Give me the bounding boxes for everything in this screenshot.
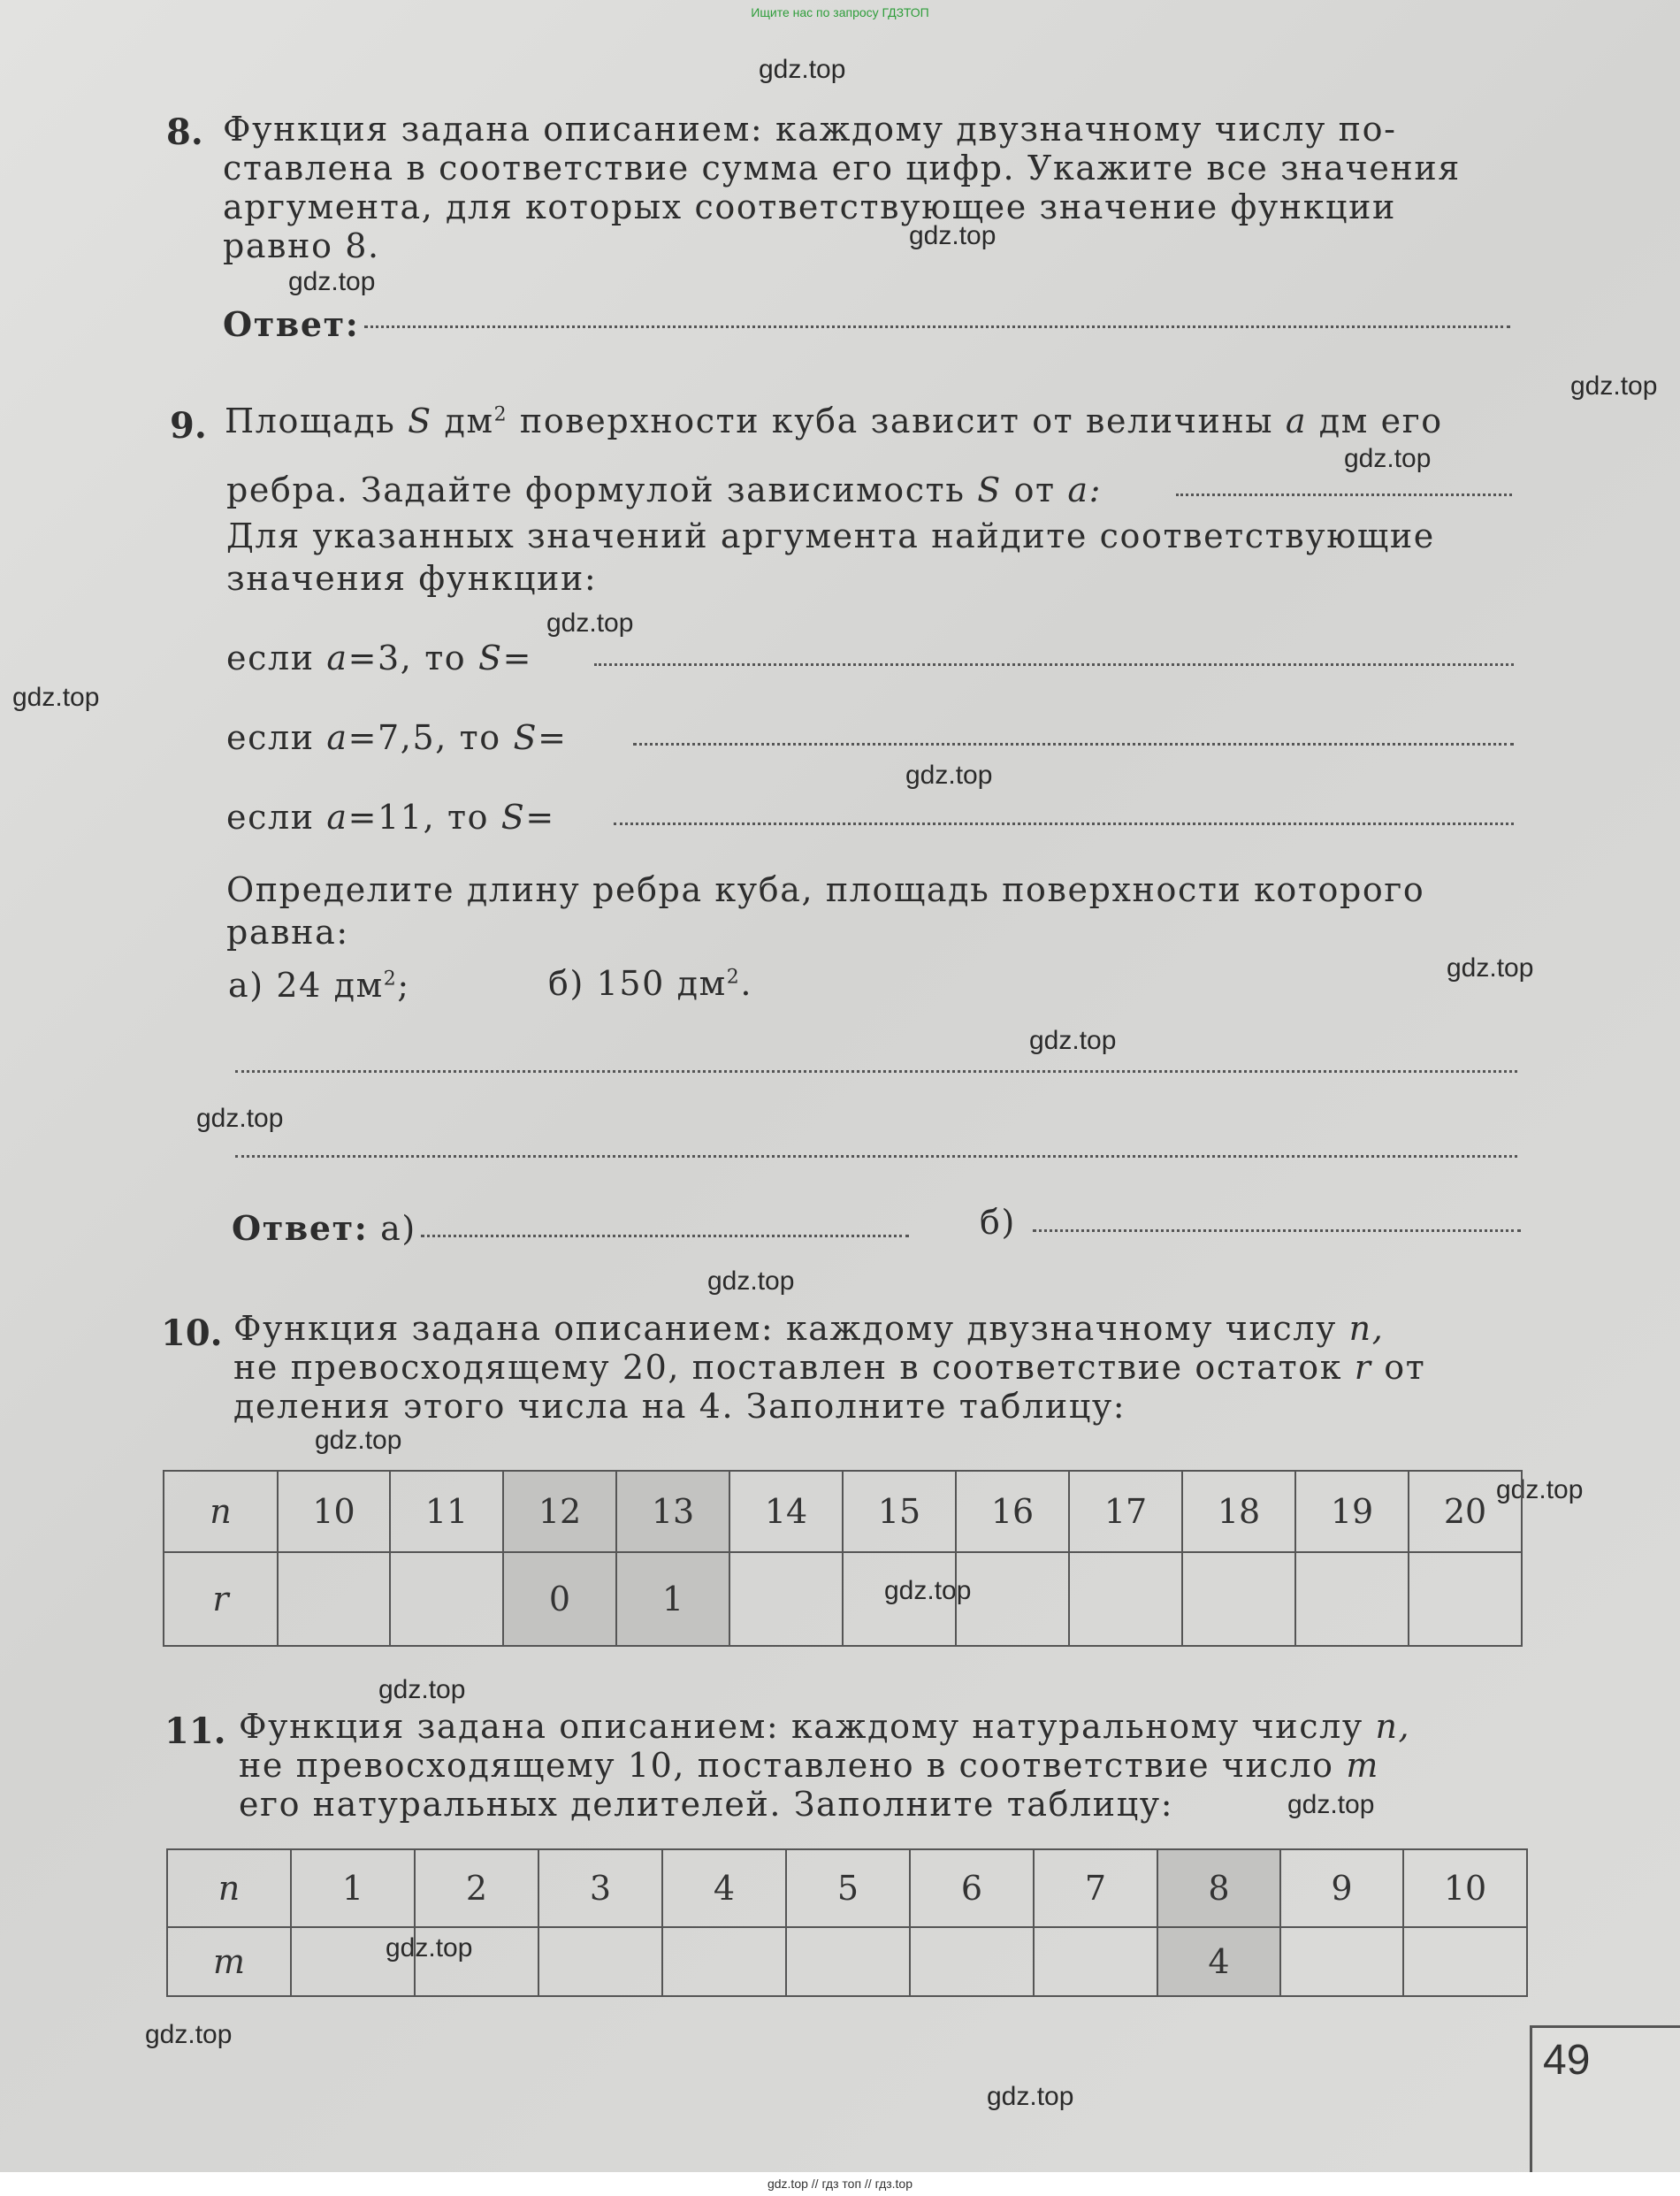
task8-answer-label: Ответ: xyxy=(223,304,360,344)
table-cell-m[interactable] xyxy=(910,1927,1034,1996)
table-cell-n: 20 xyxy=(1409,1471,1522,1552)
watermark: gdz.top xyxy=(288,267,376,296)
text-span: ребра. Задайте формулой зависимость xyxy=(226,471,966,509)
table-cell-n: 7 xyxy=(1034,1849,1157,1927)
table-cell-r[interactable] xyxy=(1295,1552,1409,1646)
watermark: gdz.top xyxy=(1447,953,1534,983)
watermark: gdz.top xyxy=(759,55,846,84)
table-row-label: m xyxy=(167,1927,291,1996)
watermark: gdz.top xyxy=(196,1104,284,1133)
task9-number: 9. xyxy=(170,405,207,447)
var-m: m xyxy=(1346,1746,1379,1785)
text-span: если xyxy=(226,639,315,677)
task9-line3: Для указанных значений аргумента найдите соответствующие xyxy=(226,516,1435,555)
watermark: gdz.top xyxy=(1570,371,1658,401)
text-span: то xyxy=(459,718,501,757)
table-cell-m[interactable] xyxy=(1280,1927,1403,1996)
task9-formula-field[interactable] xyxy=(1176,494,1512,496)
text-span: если xyxy=(226,798,315,837)
table-cell-r[interactable] xyxy=(729,1552,843,1646)
table-cell-r: 1 xyxy=(616,1552,729,1646)
task11-table xyxy=(166,1848,1528,1997)
var-a: a xyxy=(326,639,348,677)
task9-line6: равна: xyxy=(226,913,349,952)
table-cell-r[interactable] xyxy=(278,1552,390,1646)
task9-work-line[interactable] xyxy=(235,1070,1517,1073)
watermark: gdz.top xyxy=(884,1576,972,1605)
task9-case1-field[interactable] xyxy=(594,663,1514,666)
table-cell-m[interactable] xyxy=(1403,1927,1527,1996)
page-number: 49 xyxy=(1543,2037,1591,2084)
text-span: дм его xyxy=(1318,402,1443,440)
var-a: a xyxy=(326,798,348,837)
text-span: не превосходящему 10, поставлено в соответствие число xyxy=(239,1746,1334,1785)
table-cell-m[interactable] xyxy=(291,1927,415,1996)
text-span: =11, xyxy=(347,798,436,837)
table-row-label: r xyxy=(164,1552,278,1646)
task9-case3-field[interactable] xyxy=(614,823,1514,825)
table-cell-n: 2 xyxy=(415,1849,538,1927)
var-S: S xyxy=(513,718,538,757)
task9-answer-b-label: б) xyxy=(980,1203,1016,1242)
table-cell-r: 0 xyxy=(503,1552,616,1646)
watermark: gdz.top xyxy=(1496,1475,1584,1504)
task10-table xyxy=(163,1470,1523,1647)
task10-number: 10. xyxy=(161,1312,223,1354)
table-cell-n: 4 xyxy=(662,1849,786,1927)
superscript: 2 xyxy=(493,403,508,426)
text-span: Площадь xyxy=(225,402,396,440)
task11-line3: его натуральных делителей. Заполните таблицу: xyxy=(239,1785,1174,1824)
text-span: не превосходящему 20, поставлен в соответствие остаток xyxy=(233,1348,1343,1387)
text-span: то xyxy=(424,639,467,677)
table-cell-m[interactable] xyxy=(1034,1927,1157,1996)
task8-text-line: ставлена в соответствие сумма его цифр. Укажите все значения xyxy=(223,149,1461,187)
task9-answer-b-field[interactable] xyxy=(1033,1229,1521,1232)
watermark: gdz.top xyxy=(1287,1790,1375,1819)
answer-label: Ответ: xyxy=(232,1208,369,1248)
table-cell-r[interactable] xyxy=(1182,1552,1295,1646)
text-span: а) 24 дм xyxy=(228,966,384,1005)
watermark: gdz.top xyxy=(145,2020,233,2049)
text-span: поверхности куба зависит от величины xyxy=(519,402,1274,440)
task11-number: 11. xyxy=(164,1710,226,1752)
text-span: от xyxy=(1384,1348,1426,1387)
watermark: gdz.top xyxy=(386,1933,473,1963)
task9-answer-a-field[interactable] xyxy=(421,1235,909,1237)
table-cell-m[interactable] xyxy=(415,1927,538,1996)
table-cell-n: 14 xyxy=(729,1471,843,1552)
watermark: gdz.top xyxy=(909,221,997,250)
table-cell-r[interactable] xyxy=(1069,1552,1182,1646)
task10-line3: деления этого числа на 4. Заполните таблицу: xyxy=(233,1387,1126,1426)
task10-line2 xyxy=(233,1348,1425,1387)
task9-work-line[interactable] xyxy=(235,1155,1517,1158)
var-a: a: xyxy=(1067,471,1103,509)
task11-line2 xyxy=(239,1746,1379,1785)
task9-line2 xyxy=(226,471,1102,509)
text-span: = xyxy=(538,718,568,757)
bottom-banner: gdz.top // гдз топ // гдз.top xyxy=(0,2172,1680,2196)
task8-text-line: Функция задана описанием: каждому двузначному числу по- xyxy=(223,110,1397,149)
table-cell-n: 10 xyxy=(278,1471,390,1552)
task9-case2 xyxy=(226,718,568,757)
var-S: S xyxy=(408,402,432,440)
table-cell-n: 12 xyxy=(503,1471,616,1552)
table-cell-n: 8 xyxy=(1157,1849,1280,1927)
table-cell-n: 5 xyxy=(786,1849,910,1927)
table-cell-n: 13 xyxy=(616,1471,729,1552)
task9-option-b xyxy=(548,964,752,1003)
task9-case1 xyxy=(226,639,532,677)
text-span: . xyxy=(740,964,753,1003)
table-cell-n: 6 xyxy=(910,1849,1034,1927)
watermark: gdz.top xyxy=(987,2082,1074,2111)
text-span: =7,5, xyxy=(347,718,447,757)
text-span: =3, xyxy=(347,639,413,677)
table-cell-n: 16 xyxy=(956,1471,1069,1552)
table-cell-m: 4 xyxy=(1157,1927,1280,1996)
task9-case3 xyxy=(226,798,555,837)
text-span: = xyxy=(525,798,555,837)
table-cell-r[interactable] xyxy=(843,1552,956,1646)
table-cell-m[interactable] xyxy=(786,1927,910,1996)
table-cell-n: 11 xyxy=(390,1471,503,1552)
text-span: = xyxy=(502,639,533,677)
task9-case2-field[interactable] xyxy=(633,743,1514,746)
watermark: gdz.top xyxy=(12,683,100,712)
task9-answer xyxy=(232,1208,416,1248)
task8-text-line: равно 8. xyxy=(223,226,380,265)
text-span: дм xyxy=(444,402,494,440)
table-cell-r[interactable] xyxy=(1409,1552,1522,1646)
table-row-label: n xyxy=(164,1471,278,1552)
watermark: gdz.top xyxy=(1029,1026,1117,1055)
text-span: Функция задана описанием: каждому натуральному числу xyxy=(239,1707,1363,1746)
var-n: n, xyxy=(1375,1707,1411,1746)
text-span: то xyxy=(447,798,490,837)
text-span: если xyxy=(226,718,315,757)
top-banner: Ищите нас по запросу ГДЗТОП xyxy=(751,5,929,19)
var-n: n, xyxy=(1348,1309,1385,1348)
table-cell-m[interactable] xyxy=(662,1927,786,1996)
text-span: Функция задана описанием: каждому двузначному числу xyxy=(233,1309,1337,1348)
var-S: S xyxy=(977,471,1002,509)
var-a: a xyxy=(326,718,348,757)
watermark: gdz.top xyxy=(1344,444,1432,473)
task9-line4: значения функции: xyxy=(226,559,598,598)
watermark: gdz.top xyxy=(315,1426,402,1455)
text-span: от xyxy=(1013,471,1056,509)
table-cell-r[interactable] xyxy=(390,1552,503,1646)
task8-number: 8. xyxy=(166,111,203,153)
task11-line1 xyxy=(239,1707,1410,1746)
table-cell-n: 17 xyxy=(1069,1471,1182,1552)
text-span: б) 150 дм xyxy=(548,964,727,1003)
task9-line5: Определите длину ребра куба, площадь поверхности которого xyxy=(226,870,1425,909)
table-cell-m[interactable] xyxy=(538,1927,662,1996)
superscript: 2 xyxy=(726,966,741,989)
watermark: gdz.top xyxy=(378,1675,466,1704)
table-cell-n: 10 xyxy=(1403,1849,1527,1927)
task9-option-a xyxy=(228,966,410,1005)
table-cell-n: 19 xyxy=(1295,1471,1409,1552)
watermark: gdz.top xyxy=(707,1266,795,1296)
task8-text-line: аргумента, для которых соответствующее значение функции xyxy=(223,187,1396,226)
table-cell-n: 3 xyxy=(538,1849,662,1927)
table-cell-r[interactable] xyxy=(956,1552,1069,1646)
superscript: 2 xyxy=(383,968,398,991)
task10-line1 xyxy=(233,1309,1384,1348)
task8-answer-field[interactable] xyxy=(364,325,1510,328)
watermark: gdz.top xyxy=(546,608,634,638)
table-row-label: n xyxy=(167,1849,291,1927)
table-cell-n: 15 xyxy=(843,1471,956,1552)
var-S: S xyxy=(477,639,503,677)
answer-a-label: а) xyxy=(380,1209,416,1248)
table-cell-n: 18 xyxy=(1182,1471,1295,1552)
task9-line1 xyxy=(225,402,1443,440)
table-cell-n: 9 xyxy=(1280,1849,1403,1927)
text-span: ; xyxy=(397,966,410,1005)
watermark: gdz.top xyxy=(905,761,993,790)
var-r: r xyxy=(1354,1348,1372,1387)
var-S: S xyxy=(500,798,526,837)
table-cell-n: 1 xyxy=(291,1849,415,1927)
var-a: a xyxy=(1285,402,1308,440)
